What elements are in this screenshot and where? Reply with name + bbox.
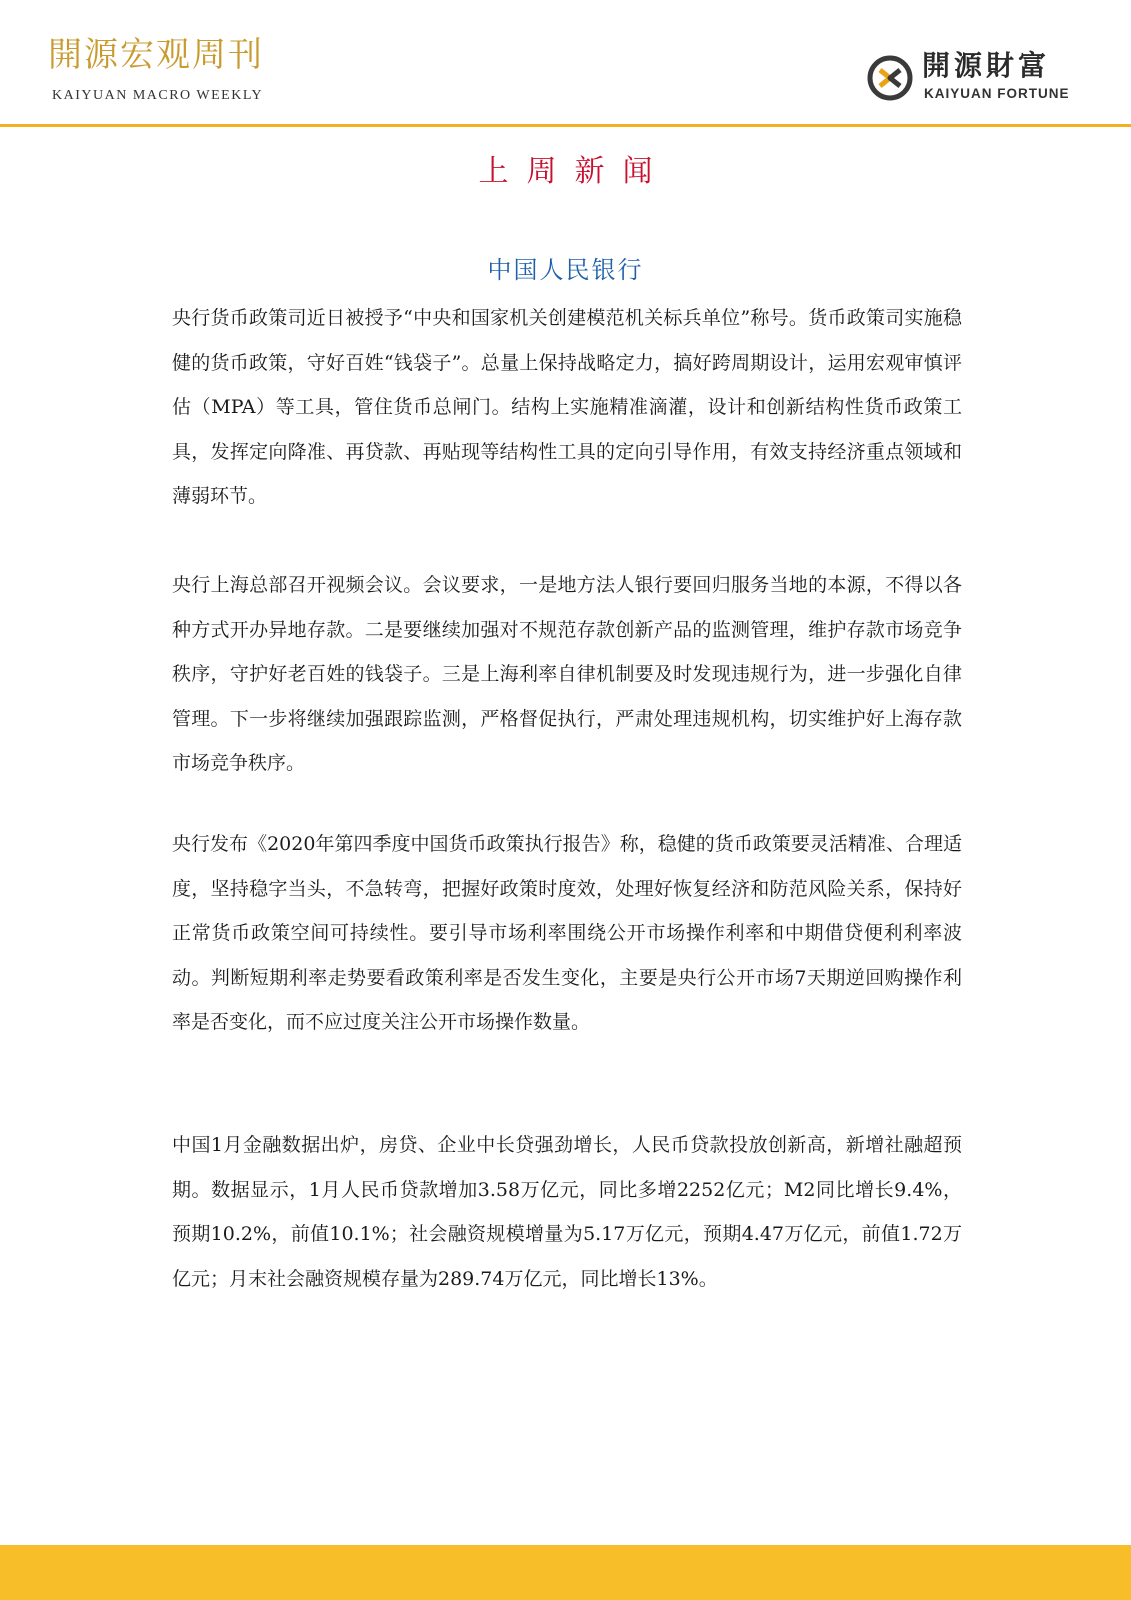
section-heading: 中国人民银行 — [487, 256, 644, 284]
report-title: 開源宏观周刊 — [48, 35, 264, 75]
news-paragraph: 中国1月金融数据出炉，房贷、企业中长贷强劲增长，人民币贷款投放创新高，新增社融超预期。数据显示，1月人民币贷款增加3.58万亿元，同比多增2252亿元；M2同比增长9.4%，预期10.2%，前值10.1%；社会融资规模增量为5.17万亿元，预期4.47万亿元，前值1.72万亿元；月末社会融资规模存量为289.74万亿元，同比增长13%。 — [172, 1134, 962, 1290]
logo-name-en: KAIYUAN FORTUNE — [924, 86, 1070, 101]
footer-band — [0, 1545, 1131, 1600]
news-paragraph: 央行发布《2020年第四季度中国货币政策执行报告》称，稳健的货币政策要灵活精准、合理适度，坚持稳字当头，不急转弯，把握好政策时度效，处理好恢复经济和防范风险关系，保持好正常货币政策空间可持续性。要引导市场利率围绕公开市场操作利率和中期借贷便利利率波动。判断短期利率走势要看政策利率是否发生变化，主要是央行公开市场7天期逆回购操作利率是否变化，而不应过度关注公开市场操作数量。 — [172, 833, 962, 1033]
page-heading: 上周新闻 — [478, 154, 671, 189]
company-logo — [866, 50, 1086, 110]
news-paragraph: 央行上海总部召开视频会议。会议要求，一是地方法人银行要回归服务当地的本源，不得以各种方式开办异地存款。二是要继续加强对不规范存款创新产品的监测管理，维护存款市场竞争秩序，守护好老百姓的钱袋子。三是上海利率自律机制要及时发现违规行为，进一步强化自律管理。下一步将继续加强跟踪监测，严格督促执行，严肃处理违规机构，切实维护好上海存款市场竞争秩序。 — [172, 574, 962, 774]
logo-name-cn: 開源財富 — [922, 49, 1051, 82]
kaiyuan-logo-icon — [866, 54, 914, 102]
report-subtitle: KAIYUAN MACRO WEEKLY — [52, 88, 264, 103]
page-header — [0, 0, 1131, 126]
news-paragraph: 央行货币政策司近日被授予“中央和国家机关创建模范机关标兵单位”称号。货币政策司实施稳健的货币政策，守好百姓“钱袋子”。总量上保持战略定力，搞好跨周期设计，运用宏观审慎评估（MPA）等工具，管住货币总闸门。结构上实施精准滴灌，设计和创新结构性货币政策工具，发挥定向降准、再贷款、再贴现等结构性工具的定向引导作用，有效支持经济重点领域和薄弱环节。 — [172, 307, 962, 507]
header-divider — [0, 124, 1131, 127]
